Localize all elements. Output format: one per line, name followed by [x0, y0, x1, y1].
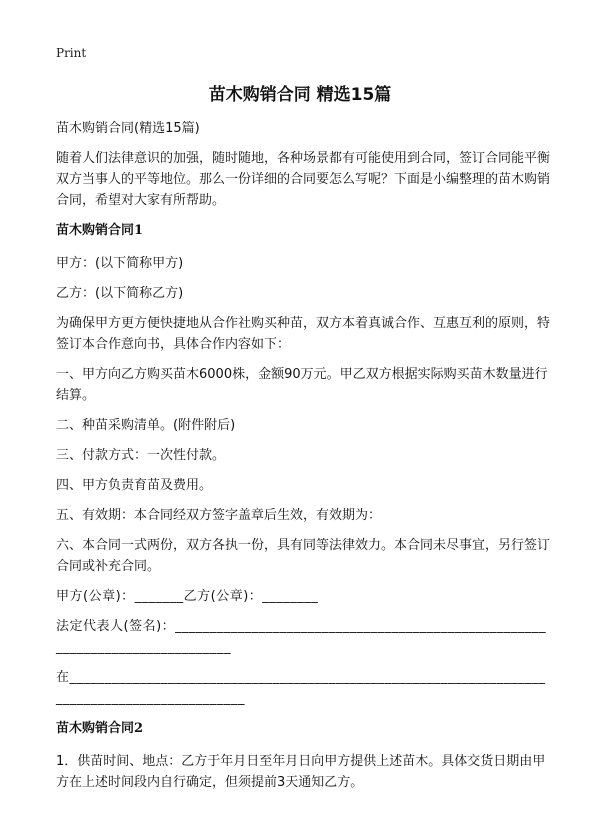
preamble-paragraph: 为确保甲方更方便快捷地从合作社购买种苗，双方本着真诚合作、互惠互利的原则，特签订本合作意向书，具体合作内容如下：	[56, 316, 551, 352]
clause-item: 二、种苗采购清单。(附件附后)	[56, 418, 236, 433]
signing-place-line: 在_______________________________________________________________________________________________	[56, 670, 546, 706]
seal-signature-line: 甲方(公章)：_______乙方(公章)：________	[56, 589, 319, 604]
contract-2-heading: 苗木购销合同2	[56, 721, 144, 736]
intro-subtitle: 苗木购销合同(精选15篇)	[56, 121, 200, 136]
print-link[interactable]: Print	[56, 46, 87, 60]
clause-item: 四、甲方负责育苗及费用。	[56, 478, 213, 493]
clause-item: 五、有效期：本合同经双方签字盖章后生效，有效期为：	[56, 508, 382, 523]
legal-representative-line: 法定代表人(签名)：______________________________________________________________________________	[56, 619, 547, 655]
party-a-line: 甲方：(以下简称甲方)	[56, 256, 184, 271]
clause-item: 一、甲方向乙方购买苗木6000株，金额90万元。甲乙双方根据实际购买苗木数量进行结算。	[56, 367, 548, 403]
clause-item: 1．供苗时间、地点：乙方于年月日至年月日向甲方提供上述苗木。具体交货日期由甲方在上述时间段内自行确定，但须提前3天通知乙方。	[56, 754, 546, 790]
intro-paragraph: 随着人们法律意识的加强，随时随地，各种场景都有可能使用到合同，签订合同能平衡双方当事人的平等地位。那么一份详细的合同要怎么写呢？下面是小编整理的苗木购销合同，希望对大家有所帮助。	[56, 151, 551, 208]
document-body	[56, 118, 550, 802]
clause-item: 三、付款方式：一次性付款。	[56, 448, 226, 463]
contract-1-heading: 苗木购销合同1	[56, 223, 144, 238]
party-b-line: 乙方：(以下简称乙方)	[56, 286, 184, 301]
clause-item: 六、本合同一式两份，双方各执一份，具有同等法律效力。本合同未尽事宜，另行签订合同或补充合同。	[56, 538, 551, 574]
page-title: 苗木购销合同 精选15篇	[208, 85, 392, 105]
